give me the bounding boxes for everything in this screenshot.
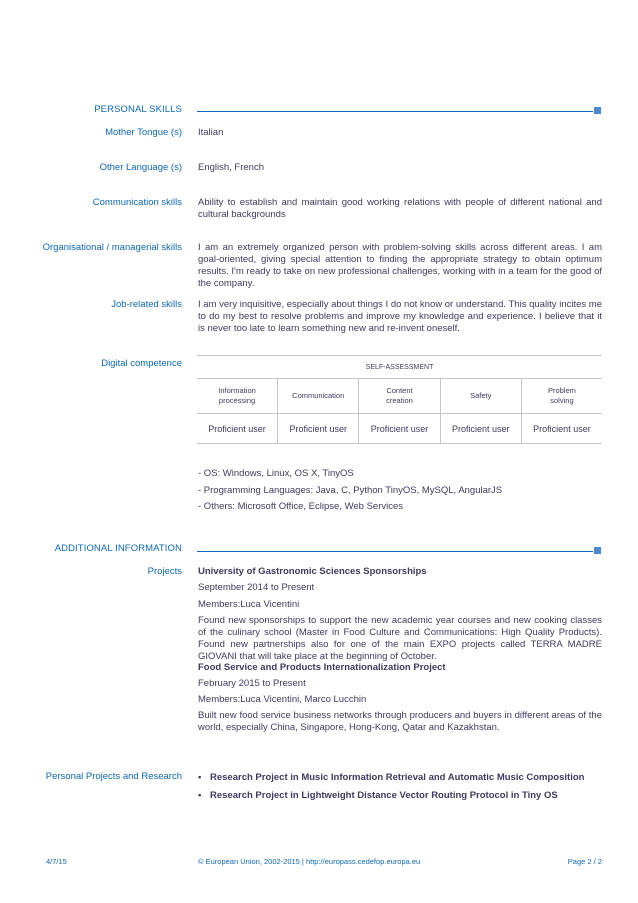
mother-tongue-value: Italian xyxy=(198,127,224,138)
project-title: University of Gastronomic Sciences Sponsorships xyxy=(198,566,427,577)
project-members: Members:Luca Vicentini, Marco Lucchin xyxy=(198,694,367,705)
section-rule xyxy=(197,551,593,552)
section-rule xyxy=(197,111,593,112)
level-problem-solving: Proficient user xyxy=(521,414,602,444)
column-header-safety: Safety xyxy=(440,379,521,414)
project-period: February 2015 to Present xyxy=(198,678,306,689)
level-content-creation: Proficient user xyxy=(359,414,440,444)
level-communication: Proficient user xyxy=(278,414,359,444)
section-title-personal-skills: PERSONAL SKILLS xyxy=(94,104,182,115)
footer-date: 4/7/15 xyxy=(46,857,67,866)
project-members: Members:Luca Vicentini xyxy=(198,599,300,610)
personal-projects-label: Personal Projects and Research xyxy=(45,771,182,782)
projects-label: Projects xyxy=(147,566,182,577)
mother-tongue-label: Mother Tongue (s) xyxy=(105,127,182,138)
project-description: Built new food service business networks through producers and buyers in different areas of the world, especially China, Singapore, Hong-Kong, Qatar and Kazakhstan. xyxy=(198,710,602,733)
level-safety: Proficient user xyxy=(440,414,521,444)
digital-note-others: - Others: Microsoft Office, Eclipse, Web Services xyxy=(198,501,404,512)
self-assessment-title: SELF-ASSESSMENT xyxy=(197,356,602,379)
communication-skills-value: Ability to establish and maintain good working relations with people of different national and cultural backgrounds xyxy=(198,197,602,220)
column-header-problem-solving: Problem solving xyxy=(521,379,602,414)
footer-copyright: © European Union, 2002-2015 | http://europass.cedefop.europa.eu xyxy=(198,857,421,866)
bullet-icon: • xyxy=(198,790,202,801)
section-title-additional-information: ADDITIONAL INFORMATION xyxy=(54,543,182,554)
level-information-processing: Proficient user xyxy=(197,414,278,444)
column-header-communication: Communication xyxy=(278,379,359,414)
project-period: September 2014 to Present xyxy=(198,582,315,593)
other-language-label: Other Language (s) xyxy=(99,162,182,173)
self-assessment-table xyxy=(197,355,602,444)
digital-note-programming: - Programming Languages: Java, C, Python TinyOS, MySQL, AngularJS xyxy=(198,485,503,496)
project-description: Found new sponsorships to support the new academic year courses and new cooking classes of the culinary school (Master in Food Culture and Communications: High Quality Products). Found new partnerships also for one of the main EXPO projects called TERRA MADRE GIOVANI that will take place at the beginning of October. xyxy=(198,615,602,662)
digital-competence-label: Digital competence xyxy=(101,358,182,369)
bullet-icon: • xyxy=(198,772,202,783)
project-title: Food Service and Products Internationalization Project xyxy=(198,662,446,673)
personal-project-item: • Research Project in Music Information Retrieval and Automatic Music Composition xyxy=(198,772,585,783)
digital-note-os: - OS: Windows, Linux, OS X, TinyOS xyxy=(198,468,354,479)
communication-skills-label: Communication skills xyxy=(92,197,182,208)
other-language-value: English, French xyxy=(198,162,265,173)
section-rule-marker xyxy=(594,547,601,554)
job-related-skills-label: Job-related skills xyxy=(111,299,182,310)
footer-page-number: Page 2 / 2 xyxy=(567,857,602,866)
job-related-skills-value: I am very inquisitive, especially about things I do not know or understand. This quality incites me to do my best to resolve problems and improve my knowledge and experience. I believe that it is never too late to learn something new and re-invent oneself. xyxy=(198,299,602,334)
organisational-skills-label: Organisational / managerial skills xyxy=(42,242,182,253)
section-rule-marker xyxy=(594,107,601,114)
personal-project-item: • Research Project in Lightweight Distance Vector Routing Protocol in Tiny OS xyxy=(198,790,558,801)
organisational-skills-value: I am an extremely organized person with problem-solving skills across different areas. I am goal-oriented, giving special attention to finding the appropriate strategy to obtain optimum results. I'm ready to take on new professional challenges, working with in a team for the good of the company. xyxy=(198,242,602,289)
column-header-content-creation: Content creation xyxy=(359,379,440,414)
column-header-information-processing: Information processing xyxy=(197,379,278,414)
